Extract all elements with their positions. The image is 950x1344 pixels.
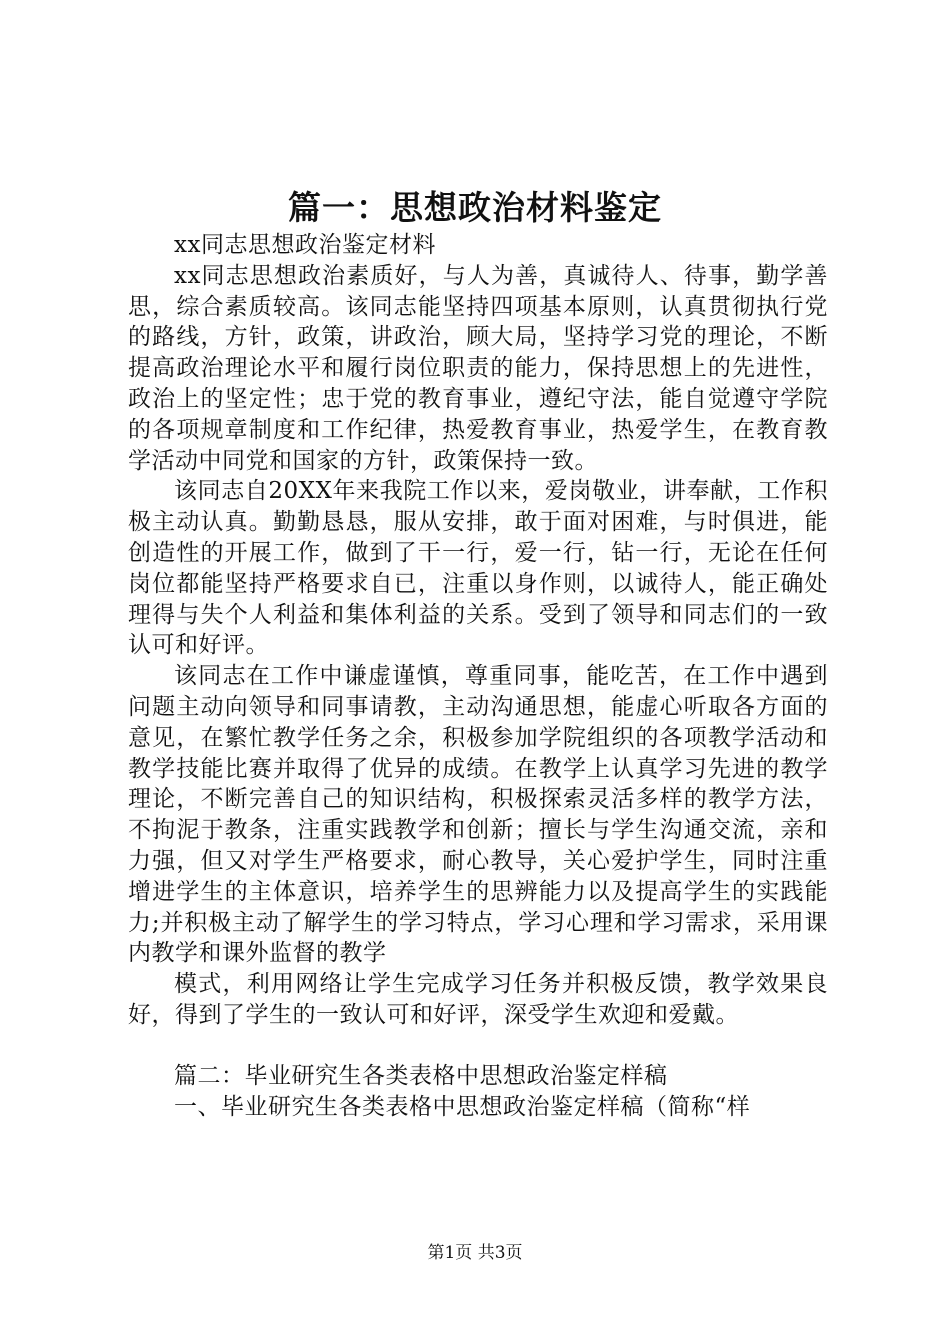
paragraph-2: 该同志自20XX年来我院工作以来，爱岗敬业，讲奉献，工作积极主动认真。勤勤恳恳，服从安排，敢于面对困难，与时俱进，能创造性的开展工作，做到了干一行，爱一行，钻一行，无论在任何岗位都能坚持严格要求自已，注重以身作则，以诚待人，能正确处理得与失个人利益和集体利益的关系。受到了领导和同志们的一致认可和好评。 — [128, 478, 828, 659]
paragraph-1: xx同志思想政治素质好，与人为善，真诚待人、待事，勤学善思，综合素质较高。该同志能坚持四项基本原则，认真贯彻执行党的路线，方针，政策，讲政治，顾大局，坚持学习党的理论，不断提高政治理论水平和履行岗位职责的能力，保持思想上的先进性，政治上的坚定性；忠于党的教育事业，遵纪守法，能自觉遵守学院的各项规章制度和工作纪律，热爱教育事业，热爱学生，在教育教学活动中同党和国家的方针，政策保持一致。 — [128, 262, 828, 474]
paragraph-subtitle: xx同志思想政治鉴定材料 — [174, 232, 436, 258]
document-body — [128, 230, 828, 1122]
paragraph-4: 模式，利用网络让学生完成学习任务并积极反馈，教学效果良好，得到了学生的一致认可和好评，深受学生欢迎和爱戴。 — [128, 971, 828, 1028]
section-heading-2: 篇二：毕业研究生各类表格中思想政治鉴定样稿 — [174, 1062, 668, 1089]
document-title: 篇一：思想政治材料鉴定 — [288, 188, 662, 227]
paragraph-3: 该同志在工作中谦虚谨慎，尊重同事，能吃苦，在工作中遇到问题主动向领导和同事请教，主动沟通思想，能虚心听取各方面的意见，在繁忙教学任务之余，积极参加学院组织的各项教学活动和教学技能比赛并取得了优异的成绩。在教学上认真学习先进的教学理论，不断完善自己的知识结构，积极探索灵活多样的教学方法，不拘泥于教条，注重实践教学和创新；擅长与学生沟通交流，亲和力强，但又对学生严格要求，耐心教导，关心爱护学生，同时注重增进学生的主体意识，培养学生的思辨能力以及提高学生的实践能力;并积极主动了解学生的学习特点，学习心理和学习需求，采用课内教学和课外监督的教学 — [128, 663, 828, 967]
page-number: 第1页 共3页 — [427, 1243, 523, 1263]
paragraph-5: 一、毕业研究生各类表格中思想政治鉴定样稿（简称“样 — [174, 1093, 751, 1120]
